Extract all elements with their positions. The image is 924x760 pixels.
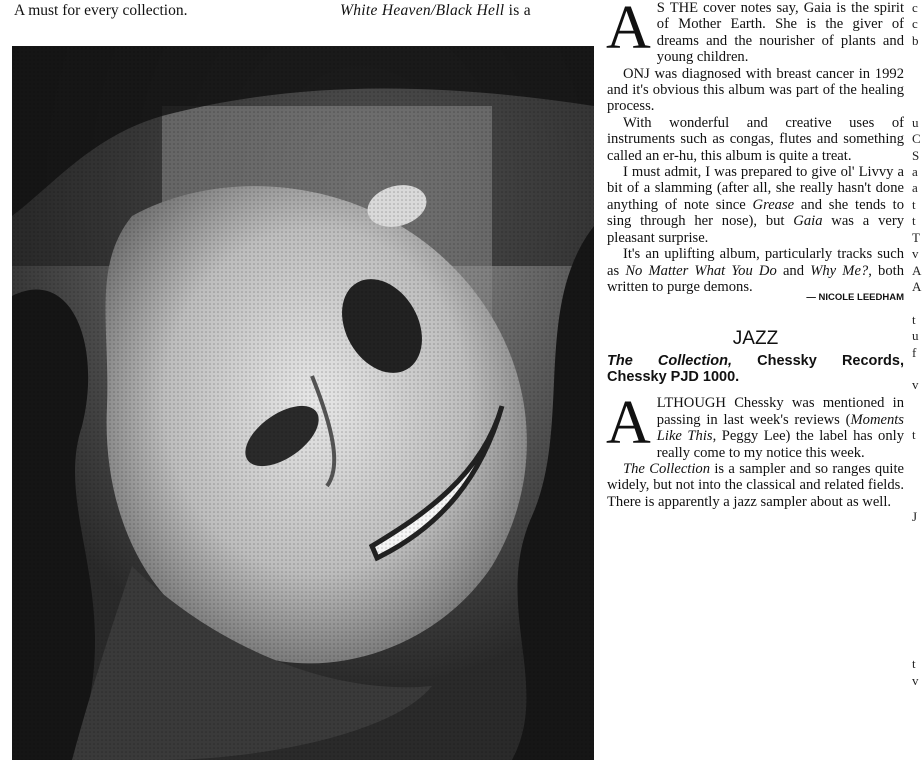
edge-letter [912,558,924,574]
edge-letter: c [912,0,918,15]
edge-letter: u [912,114,919,130]
edge-letter: t [912,213,916,229]
edge-letter: v [912,246,919,262]
review-paragraph [607,164,904,246]
edge-letter: c [912,16,918,32]
review-column [607,0,904,510]
edge-letter [912,459,924,475]
reviewer-signature: — NICOLE LEEDHAM [806,292,904,304]
edge-letter [912,98,924,114]
adjacent-column-edge [912,0,924,760]
paragraph-text: and [776,262,811,279]
edge-letter [912,525,924,541]
review-paragraph [606,389,905,461]
edge-letter [912,623,924,639]
paragraph-text: , Peggy Lee) the label has only really come to my notice this week. [656,428,905,461]
edge-letter: C [912,131,921,147]
film-title: Grease [752,196,795,213]
edge-letter: t [912,656,916,672]
edge-letter [912,738,924,754]
edge-letter [912,591,924,607]
paragraph-text: LTHOUGH Chessky was mentioned in passing in last week's reviews ( [656,395,904,428]
paragraph-text: I must admit, I was prepared to give ol' Livvy a bit of a slamming (after all, she really hasn't done anything of note since [607,164,904,213]
edge-letter [912,66,924,82]
edge-letter: S [912,147,920,163]
section-heading: JAZZ [732,328,779,350]
edge-letter: u [912,328,919,344]
fragment-text: is a [504,2,531,19]
edge-letter: t [912,311,916,327]
edge-letter [912,705,924,721]
album-title: Moments Like This [656,411,904,445]
edge-letter [912,394,924,410]
paragraph-text: S THE cover notes say, Gaia is the spirit of Mother Earth. She is the giver of dreams and the nourisher of plants and young children. [656,0,904,66]
edge-letter: a [912,180,918,196]
edge-letter [912,443,924,459]
review-paragraph: With wonderful and creative uses of instruments such as congas, flutes and something called an er-hu, this album is quite a treat. [607,114,904,164]
edge-letter [912,492,924,508]
edge-letter: v [912,672,919,688]
track-title: No Matter What You Do [625,262,777,279]
edge-letter: A [912,262,922,278]
paragraph-text: It's an uplifting album, particularly tracks such as [607,246,904,279]
portrait-photo-icon [12,46,594,760]
album-title: The Collection [623,460,711,477]
edge-letter [912,361,924,377]
edge-letter: J [912,508,918,524]
review-paragraph [607,461,904,510]
edge-letter: b [912,32,919,48]
edge-letter: t [912,196,916,212]
edge-letter [912,49,924,65]
album-title: White Heaven/Black Hell [340,2,505,19]
previous-review-fragment [340,2,531,20]
edge-letter: f [912,344,917,360]
paragraph-text: , both written to purge demons. [607,262,904,295]
album-title: The Collection, [607,353,733,370]
edge-letter: A [912,278,922,294]
edge-letter [912,755,924,760]
portrait-photo [12,46,594,760]
paragraph-text: is a sampler and so ranges quite widely, but not into the classical and related fields. There is apparently a jazz sampler about as well. [607,460,904,510]
review-headline [607,354,904,385]
edge-letter [912,689,924,705]
edge-letter [912,640,924,656]
edge-letter [912,410,924,426]
drop-cap: A [606,389,651,458]
edge-letter: a [912,164,918,180]
paragraph-text: and she tends to sing through her nose), but [607,196,905,230]
edge-letter [912,574,924,590]
paragraph-text: was a very pleasant surprise. [607,213,904,246]
previous-review-closing-line: A must for every collection. [14,2,188,19]
edge-letter: t [912,426,916,442]
edge-letter [912,82,924,98]
edge-letter: T [912,229,920,245]
review-paragraph [607,246,904,295]
edge-letter [912,722,924,738]
review-paragraph: ONJ was diagnosed with breast cancer in 1992 and it's obvious this album was part of the healing process. [607,65,904,115]
headline-text: Chessky Records, Chessky PJD 1000. [607,353,904,385]
edge-letter [912,295,924,311]
edge-letter [912,607,924,623]
track-title: Why Me? [810,262,869,279]
review-paragraph [607,0,904,66]
edge-letter [912,476,924,492]
edge-letter [912,541,924,557]
drop-cap: A [606,0,651,62]
album-title: Gaia [793,213,823,230]
edge-letter: v [912,377,919,393]
